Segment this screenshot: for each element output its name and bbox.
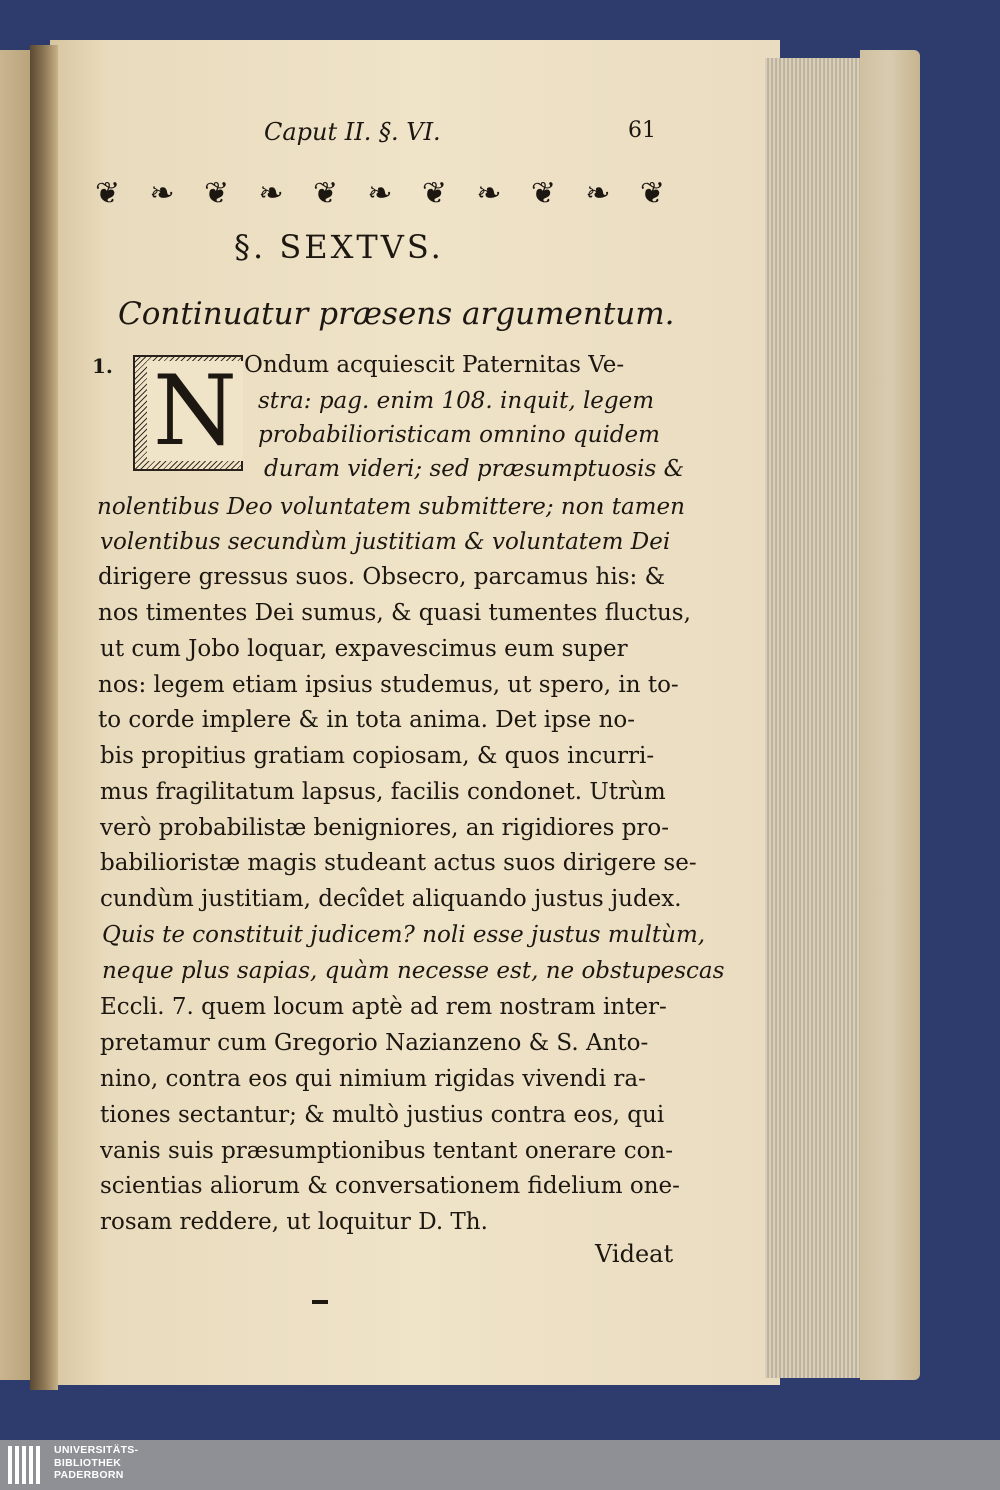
logo-line: BIBLIOTHEK	[54, 1456, 122, 1469]
running-head: Caput II. §. VI.	[264, 118, 441, 146]
text-line: nolentibus Deo voluntatem submittere; non tamen	[97, 494, 685, 520]
text-line: ut cum Jobo loquar, expavescimus eum super	[100, 636, 628, 662]
text-line: tiones sectantur; & multò justius contra eos, qui	[100, 1102, 665, 1128]
book-gutter	[30, 45, 58, 1390]
text-line: nino, contra eos qui nimium rigidas vivendi ra-	[100, 1066, 646, 1092]
ornamental-border	[95, 173, 665, 213]
text-line: nos timentes Dei sumus, & quasi tumentes fluctus,	[98, 600, 691, 626]
page-stack-edge	[765, 58, 870, 1378]
text-line: Ondum acquiescit Paternitas Ve-	[244, 352, 625, 378]
text-line: vanis suis præsumptionibus tentant onerare con-	[100, 1138, 674, 1164]
logo-line: PADERBORN	[54, 1469, 124, 1481]
logo-line: UNIVERSITÄTS-	[54, 1444, 139, 1456]
text-line: stra: pag. enim 108. inquit, legem	[258, 388, 655, 414]
section-subtitle: Continuatur præsens argumentum.	[118, 296, 675, 332]
text-line: volentibus secundùm justitiam & voluntatem Dei	[100, 529, 671, 555]
fleuron-icon: ❧	[149, 175, 175, 211]
initial-letter: N	[147, 361, 243, 461]
catchword: Videat	[595, 1240, 674, 1268]
fleuron-icon: ❧	[258, 175, 284, 211]
fleuron-icon: ❦	[312, 175, 339, 211]
fleuron-icon: ❧	[476, 175, 502, 211]
fleuron-icon: ❦	[203, 175, 230, 211]
fleuron-icon: ❦	[95, 175, 121, 211]
text-line: to corde implere & in tota anima. Det ipse no-	[98, 707, 636, 733]
text-line: verò probabilistæ benigniores, an rigidiores pro-	[100, 815, 670, 841]
text-line: bis propitius gratiam copiosam, & quos incurri-	[100, 743, 655, 769]
fleuron-icon: ❦	[421, 175, 448, 211]
book-cover-edge	[860, 50, 920, 1380]
text-line: Eccli. 7. quem locum aptè ad rem nostram inter-	[100, 994, 667, 1020]
text-line: duram videri; sed præsumptuosis &	[264, 456, 685, 482]
fleuron-icon: ❦	[639, 175, 665, 211]
signature-mark	[312, 1300, 328, 1304]
text-line: Quis te constituit judicem? noli esse justus multùm,	[102, 922, 706, 948]
library-logo-text	[54, 1444, 138, 1482]
fleuron-icon: ❧	[585, 175, 611, 211]
text-line: scientias aliorum & conversationem fidelium one-	[100, 1173, 680, 1199]
text-line: rosam reddere, ut loquitur D. Th.	[100, 1209, 488, 1235]
text-line: dirigere gressus suos. Obsecro, parcamus his: &	[98, 564, 666, 590]
text-line: cundùm justitiam, decîdet aliquando justus judex.	[100, 886, 682, 912]
text-line: pretamur cum Gregorio Nazianzeno & S. Anto-	[100, 1030, 649, 1056]
footer-bar	[0, 1440, 1000, 1490]
text-line: nos: legem etiam ipsius studemus, ut spero, in to-	[98, 672, 679, 698]
fleuron-icon: ❦	[530, 175, 557, 211]
text-line: probabilioristicam omnino quidem	[258, 422, 660, 448]
text-line: mus fragilitatum lapsus, facilis condonet. Utrùm	[100, 779, 666, 805]
paragraph-number: 1.	[92, 354, 113, 378]
text-line: babilioristæ magis studeant actus suos dirigere se-	[100, 850, 697, 876]
library-logo-icon	[8, 1446, 43, 1488]
page-number: 61	[628, 118, 656, 143]
fleuron-icon: ❧	[367, 175, 393, 211]
decorated-initial	[133, 355, 243, 471]
section-title: §. SEXTVS.	[234, 228, 444, 266]
text-line: neque plus sapias, quàm necesse est, ne obstupescas	[102, 958, 725, 984]
